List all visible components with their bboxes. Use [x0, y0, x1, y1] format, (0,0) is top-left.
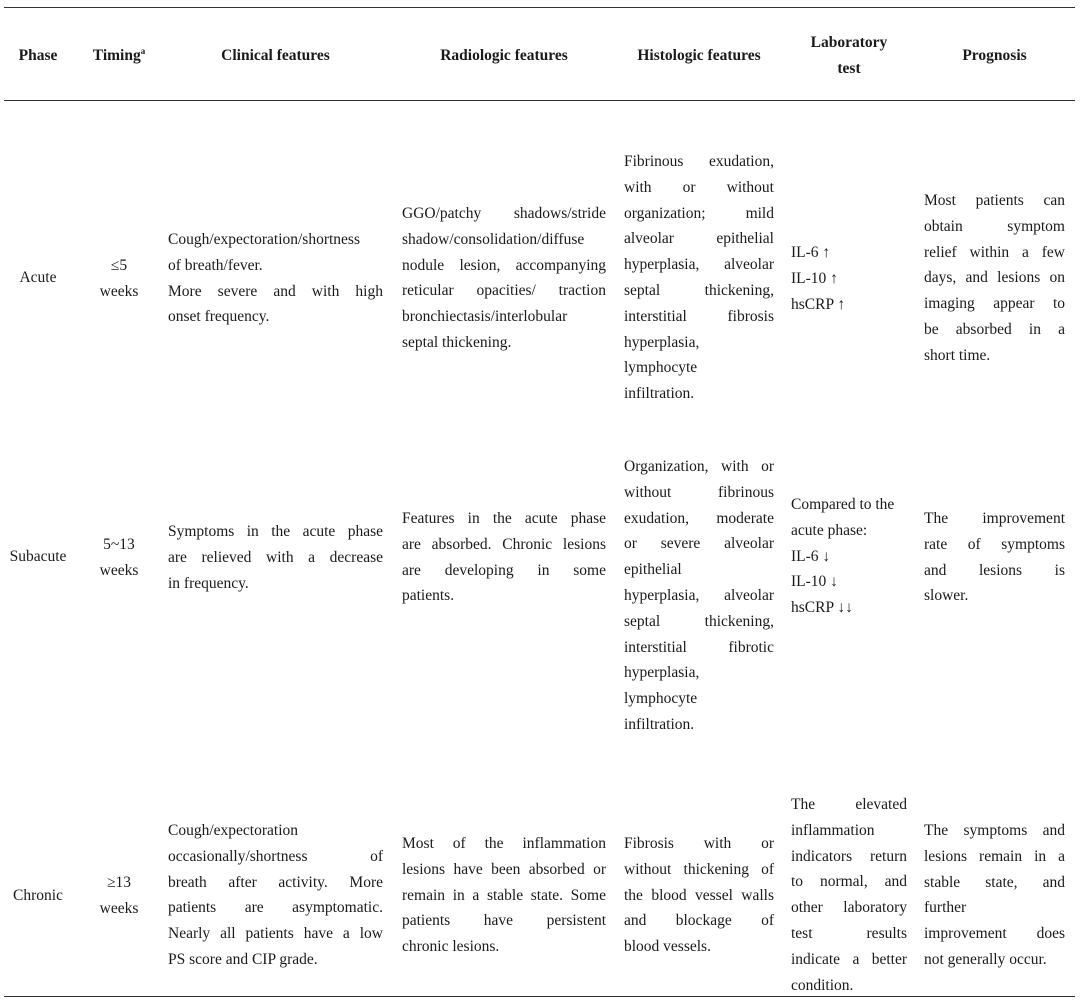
lab-line: other laboratory	[791, 899, 907, 917]
lab-line: to normal, and	[791, 873, 907, 891]
histologic-line: or severe alveolar	[624, 535, 774, 553]
histologic-line: hyperplasia,	[624, 664, 700, 682]
prognosis-line: obtain symptom	[924, 217, 1065, 235]
table-bottom-rule	[4, 996, 1075, 997]
row-timing	[82, 253, 156, 305]
clinical-line: onset frequency.	[168, 308, 270, 326]
clinical-line: occasionally/shortness of	[168, 847, 383, 865]
histologic-line: and blockage of	[624, 912, 774, 930]
lab-line: condition.	[791, 976, 854, 994]
prognosis-line: imaging appear to	[924, 295, 1065, 313]
lab-line: inflammation	[791, 821, 875, 839]
clinical-line: breath after activity. More	[168, 873, 383, 891]
clinical-line: Cough/expectoration	[168, 822, 298, 839]
radiologic-line: Most of the inflammation	[402, 835, 606, 852]
lab-line: hsCRP ↓↓	[791, 599, 853, 617]
row-histologic	[624, 831, 774, 960]
row-clinical	[168, 519, 383, 596]
clinical-line: More severe and with high	[168, 282, 383, 300]
prognosis-line: slower.	[924, 587, 969, 605]
row-radiologic	[402, 831, 606, 960]
clinical-line: patients are asymptomatic.	[168, 899, 383, 917]
row-timing	[82, 870, 156, 922]
histologic-line: Fibrosis with or	[624, 835, 774, 852]
histologic-line: interstitial fibrosis	[624, 307, 774, 325]
histologic-line: infiltration.	[624, 385, 695, 403]
prognosis-line: further	[924, 899, 967, 917]
clinical-line: are relieved with a decrease	[168, 548, 383, 566]
row-histologic	[624, 454, 774, 738]
histologic-line: septal thickening,	[624, 612, 774, 630]
row-clinical	[168, 818, 383, 973]
prognosis-line: relief within a few	[924, 243, 1065, 261]
radiologic-line: bronchiectasis/interlobular	[402, 308, 568, 326]
clinical-line: of breath/fever.	[168, 256, 263, 274]
row-prognosis	[924, 818, 1065, 973]
timing-line: weeks	[99, 899, 139, 917]
timing-line: 5~13	[103, 536, 135, 553]
radiologic-line: patients.	[402, 587, 455, 605]
lab-line: IL-6 ↑	[791, 244, 831, 261]
row-radiologic	[402, 506, 606, 609]
histologic-line: lymphocyte	[624, 359, 698, 377]
radiologic-line: are developing in some	[402, 561, 606, 579]
radiologic-line: lesions have been absorbed or	[402, 860, 606, 878]
row-prognosis	[924, 506, 1065, 609]
header-histologic: Histologic features	[637, 47, 761, 64]
lab-line: IL-10 ↑	[791, 269, 838, 287]
clinical-line: in frequency.	[168, 574, 249, 592]
row-radiologic	[402, 201, 606, 356]
histologic-line: septal thickening,	[624, 281, 774, 299]
lab-line: IL-10 ↓	[791, 573, 838, 591]
row-laboratory	[791, 492, 907, 621]
row-prognosis	[924, 188, 1065, 369]
prognosis-line: not generally occur.	[924, 950, 1047, 968]
header-radiologic: Radiologic features	[440, 47, 568, 64]
histologic-line: with or without	[624, 178, 774, 196]
prognosis-line: days, and lesions on	[924, 269, 1065, 287]
header-laboratory-line2: test	[837, 60, 861, 77]
histologic-line: infiltration.	[624, 715, 695, 733]
row-timing	[82, 532, 156, 584]
prognosis-line: improvement does	[924, 925, 1065, 943]
histologic-line: hyperplasia,	[624, 333, 700, 351]
header-timing-label: Timing	[92, 47, 141, 64]
table-top-rule	[4, 7, 1075, 8]
timing-line: weeks	[99, 282, 139, 300]
header-timing-footnote: a	[140, 45, 146, 56]
row-clinical	[168, 227, 383, 330]
row-phase: Subacute	[9, 548, 67, 565]
radiologic-line: septal thickening.	[402, 333, 512, 351]
prognosis-line: The symptoms and	[924, 822, 1065, 839]
radiologic-line: chronic lesions.	[402, 938, 500, 956]
radiologic-line: Features in the acute phase	[402, 510, 606, 527]
clinical-line: Symptoms in the acute phase	[168, 523, 383, 540]
table-header-rule	[4, 100, 1075, 101]
timing-line: ≤5	[110, 257, 128, 274]
header-clinical: Clinical features	[221, 47, 330, 64]
prognosis-line: The improvement	[924, 510, 1065, 527]
lab-line: indicate a better	[791, 950, 907, 968]
radiologic-line: GGO/patchy shadows/stride	[402, 205, 606, 222]
row-laboratory	[791, 240, 907, 317]
lab-line: IL-6 ↓	[791, 547, 831, 565]
row-phase: Acute	[19, 269, 57, 286]
prognosis-line: stable state, and	[924, 873, 1065, 891]
prognosis-line: Most patients can	[924, 192, 1065, 209]
radiologic-line: nodule lesion, accompanying	[402, 256, 606, 274]
lab-line: test results	[791, 924, 907, 942]
histologic-line: exudation, moderate	[624, 509, 774, 527]
histologic-line: Organization, with or	[624, 458, 774, 475]
lab-line: hsCRP ↑	[791, 295, 846, 313]
radiologic-line: shadow/consolidation/diffuse	[402, 230, 585, 248]
histologic-line: Fibrinous exudation,	[624, 153, 774, 170]
histologic-line: without thickening of	[624, 860, 774, 878]
radiologic-line: reticular opacities/ traction	[402, 282, 606, 300]
histologic-line: alveolar epithelial	[624, 230, 774, 248]
prognosis-line: rate of symptoms	[924, 535, 1065, 553]
radiologic-line: remain in a stable state. Some	[402, 886, 606, 904]
clinical-line: Nearly all patients have a low	[168, 925, 383, 943]
clinical-line: PS score and CIP grade.	[168, 950, 318, 968]
histologic-line: epithelial	[624, 561, 682, 579]
header-phase: Phase	[18, 47, 58, 64]
lab-line: Compared to the	[791, 496, 895, 513]
header-laboratory	[791, 30, 907, 82]
row-phase: Chronic	[13, 887, 63, 904]
lab-line: acute phase:	[791, 521, 868, 539]
clinical-line: Cough/expectoration/shortness	[168, 231, 360, 248]
header-laboratory-line1: Laboratory	[810, 34, 888, 51]
prognosis-line: short time.	[924, 346, 991, 364]
lab-line: The elevated	[791, 796, 907, 813]
row-laboratory	[791, 792, 907, 998]
prognosis-line: lesions remain in a	[924, 847, 1065, 865]
radiologic-line: are absorbed. Chronic lesions	[402, 535, 606, 553]
histologic-line: organization; mild	[624, 204, 774, 222]
prognosis-line: be absorbed in a	[924, 320, 1065, 338]
histologic-line: blood vessels.	[624, 938, 711, 956]
histologic-line: interstitial fibrotic	[624, 638, 774, 656]
histologic-line: without fibrinous	[624, 483, 774, 501]
header-timing	[82, 43, 156, 69]
timing-line: weeks	[99, 561, 139, 579]
lab-line: indicators return	[791, 847, 907, 865]
header-prognosis: Prognosis	[962, 47, 1027, 64]
timing-line: ≥13	[106, 874, 131, 891]
histologic-line: the blood vessel walls	[624, 886, 774, 904]
histologic-line: hyperplasia, alveolar	[624, 586, 774, 604]
histologic-line: lymphocyte	[624, 690, 698, 708]
prognosis-line: and lesions is	[924, 561, 1065, 579]
radiologic-line: patients have persistent	[402, 912, 606, 930]
row-histologic	[624, 149, 774, 407]
histologic-line: hyperplasia, alveolar	[624, 256, 774, 274]
